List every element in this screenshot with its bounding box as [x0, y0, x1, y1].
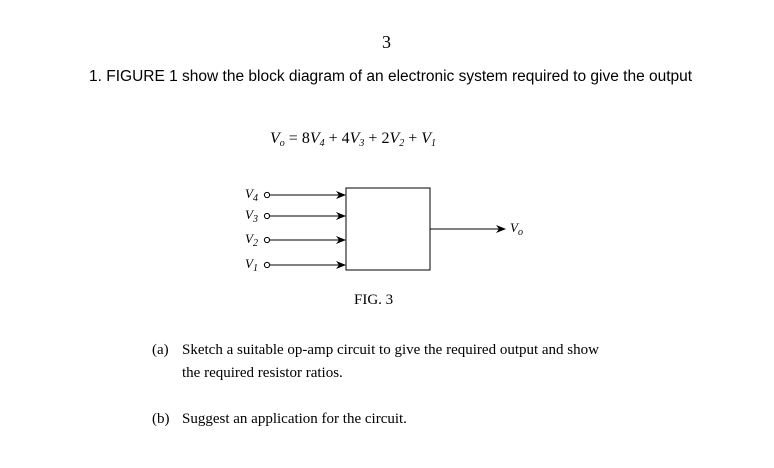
eq-plus: +	[328, 130, 338, 147]
figure-caption: FIG. 3	[354, 292, 394, 308]
part-b	[152, 408, 407, 431]
eq-plus: +	[408, 130, 418, 147]
eq-plus: +	[368, 130, 378, 147]
input-label-v4: $V_4$	[245, 186, 258, 204]
part-a-line-1: Sketch a suitable op-amp circuit to give the required output and show	[182, 342, 599, 358]
eq-term-1: $8V_4$	[301, 130, 325, 149]
eq-equals: =	[288, 130, 298, 147]
input-terminal-v2	[264, 237, 269, 242]
input-label-v3: $V_3$	[245, 207, 258, 225]
system-block	[346, 188, 430, 270]
question-number: 1.	[89, 68, 102, 85]
part-b-label: (b)	[152, 411, 170, 427]
eq-lhs: $V_o$	[270, 130, 285, 149]
input-terminal-v1	[264, 262, 269, 267]
input-label-v2: $V_2$	[245, 231, 258, 249]
eq-term-2: $4V_3$	[341, 130, 365, 149]
part-a-line-2: the required resistor ratios.	[182, 365, 343, 381]
eq-term-4: $V_1$	[421, 130, 437, 149]
input-terminal-v4	[264, 192, 269, 197]
input-terminal-v3	[264, 213, 269, 218]
page-number: 3	[382, 32, 391, 52]
part-a-label: (a)	[152, 342, 169, 358]
part-a	[152, 339, 599, 385]
eq-term-3: $2V_2$	[381, 130, 405, 149]
question-text: FIGURE 1 show the block diagram of an electronic system required to give the output	[106, 68, 693, 85]
part-b-line-1: Suggest an application for the circuit.	[182, 411, 407, 427]
input-label-v1: $V_1$	[245, 256, 258, 274]
output-label-vo: $V_o$	[510, 220, 523, 238]
